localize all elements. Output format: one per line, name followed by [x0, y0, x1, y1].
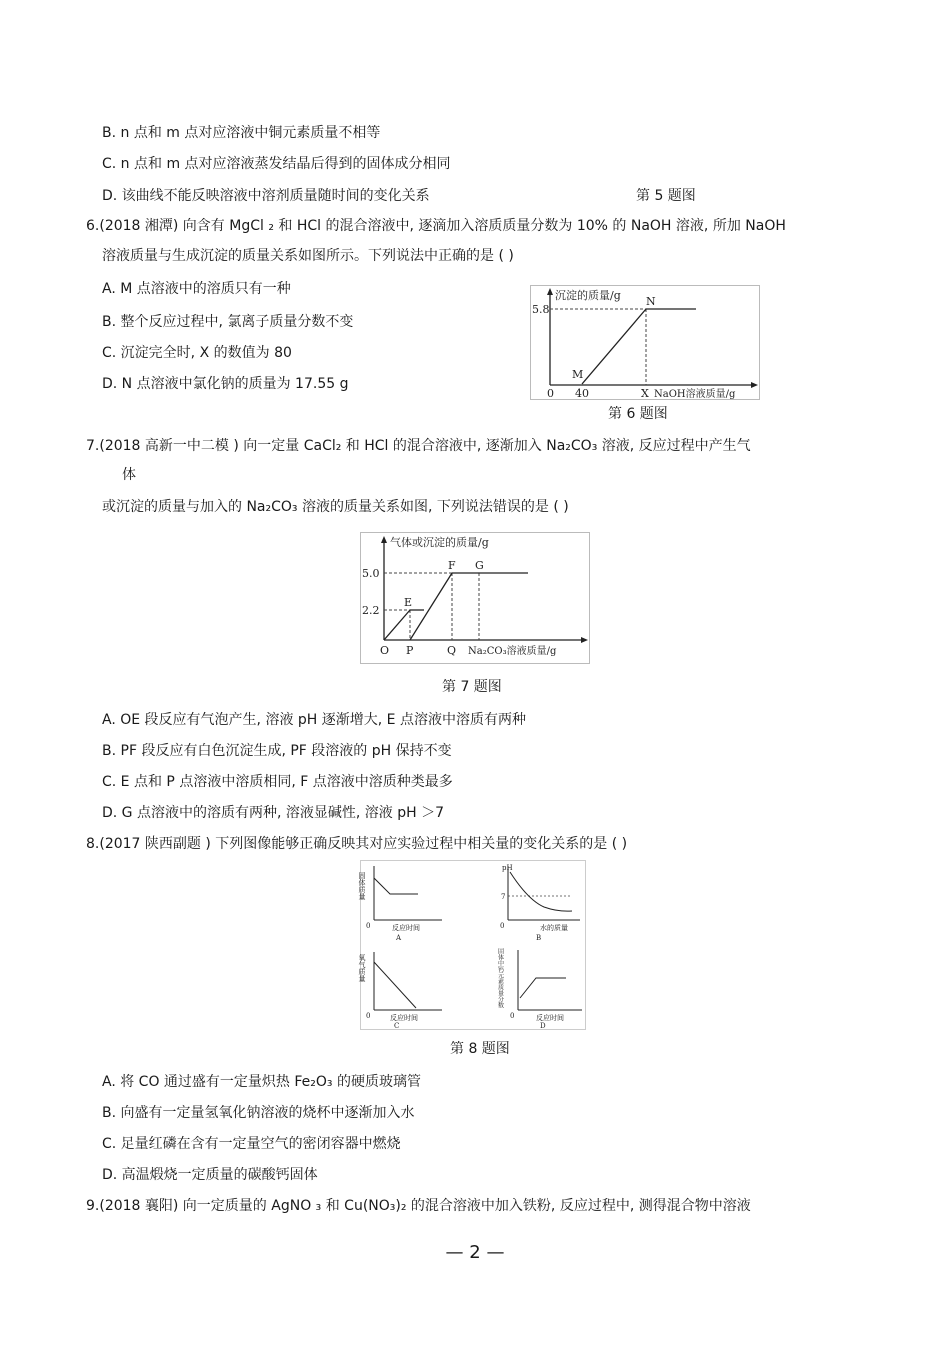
q6-x-tick-x: X [641, 387, 649, 400]
q8-panel-c-xlabel: 反应时间 [390, 1014, 418, 1022]
q8-panel-a-curve [374, 878, 418, 894]
q8-panel-c-tag: C [394, 1022, 400, 1030]
q6-figure-caption: 第 6 题图 [608, 406, 668, 422]
q6-x-label: NaOH溶液质量/g [654, 389, 736, 400]
q6-stem-line1: 6.(2018 湘潭) 向含有 MgCl ₂ 和 HCl 的混合溶液中, 逐滴加入溶质质量分数为 10% 的 NaOH 溶液, 所加 NaOH [86, 218, 786, 234]
q6-curve-rise [582, 309, 646, 384]
q5-option-b: B. n 点和 m 点对应溶液中铜元素质量不相等 [102, 125, 381, 141]
q8-panel-b-tag: B [536, 934, 542, 942]
q7-point-f: F [448, 559, 456, 572]
q6-option-c: C. 沉淀完全时, X 的数值为 80 [102, 345, 292, 361]
q7-option-b: B. PF 段反应有白色沉淀生成, PF 段溶液的 pH 保持不变 [102, 743, 452, 759]
q7-x-tick-o: O [380, 644, 390, 657]
q6-stem-line2: 溶液质量与生成沉淀的质量关系如图所示。下列说法中正确的是 ( ) [102, 248, 514, 264]
q8-option-b: B. 向盛有一定量氢氧化钠溶液的烧杯中逐渐加入水 [102, 1105, 415, 1121]
q8-panel-d-xlabel: 反应时间 [536, 1014, 564, 1022]
q7-y-tick-5: 5.0 [362, 567, 380, 580]
q6-chart [530, 285, 760, 400]
q7-figure-caption: 第 7 题图 [442, 679, 502, 695]
q6-y-tick: 5.8 [532, 303, 550, 316]
q8-panel-c-curve [374, 962, 416, 1008]
q8-panel-b-curve [510, 872, 572, 911]
q6-option-a: A. M 点溶液中的溶质只有一种 [102, 281, 291, 297]
q8-option-d: D. 高温煅烧一定质量的碳酸钙固体 [102, 1167, 318, 1183]
q7-curve-precipitate [410, 573, 452, 640]
q7-stem-line2: 体 [122, 467, 136, 483]
q6-option-b: B. 整个反应过程中, 氯离子质量分数不变 [102, 314, 354, 330]
svg-text:7: 7 [501, 893, 506, 901]
q5-option-d: D. 该曲线不能反映溶液中溶剂质量随时间的变化关系 [102, 188, 430, 204]
q6-point-n: N [646, 295, 656, 308]
q8-stem: 8.(2017 陕西副题 ) 下列图像能够正确反映其对应实验过程中相关量的变化关系的是 ( ) [86, 836, 628, 852]
q8-panel-a-xlabel: 反应时间 [392, 924, 420, 932]
q6-y-label: 沉淀的质量/g [555, 289, 621, 302]
q8-panel-b [500, 864, 580, 942]
q8-panel-b-xlabel: 水的质量 [540, 924, 568, 932]
q7-y-label: 气体或沉淀的质量/g [390, 536, 489, 549]
svg-text:0: 0 [366, 922, 371, 930]
q5-option-c: C. n 点和 m 点对应溶液蒸发结晶后得到的固体成分相同 [102, 156, 451, 172]
q7-chart [360, 532, 590, 664]
q7-point-e: E [404, 596, 413, 609]
q8-panel-d-tag: D [540, 1022, 546, 1030]
q7-option-c: C. E 点和 P 点溶液中溶质相同, F 点溶液中溶质种类最多 [102, 774, 453, 790]
q8-figure-caption: 第 8 题图 [450, 1041, 510, 1057]
q8-panel-b-ylabel: pH [502, 864, 513, 872]
page-number: — 2 — [445, 1242, 505, 1263]
q7-y-tick-2: 2.2 [362, 604, 380, 617]
q7-point-g: G [475, 559, 484, 572]
q7-curve-gas [384, 610, 410, 640]
q7-x-tick-p: P [406, 644, 414, 657]
q6-option-d: D. N 点溶液中氯化钠的质量为 17.55 g [102, 376, 349, 392]
q8-option-c: C. 足量红磷在含有一定量空气的密闭容器中燃烧 [102, 1136, 401, 1152]
q8-panel-d [497, 947, 583, 1030]
q8-panel-a-ylabel: 固体质量 [358, 872, 366, 900]
q7-option-d: D. G 点溶液中的溶质有两种, 溶液显碱性, 溶液 pH ＞7 [102, 805, 445, 821]
q8-panel-a [358, 866, 442, 942]
q6-x-tick-0: 0 [547, 387, 554, 400]
q9-stem: 9.(2018 襄阳) 向一定质量的 AgNO ₃ 和 Cu(NO₃)₂ 的混合溶液中加入铁粉, 反应过程中, 测得混合物中溶液 [86, 1198, 751, 1214]
q6-x-tick-40: 40 [575, 387, 589, 400]
q7-option-a: A. OE 段反应有气泡产生, 溶液 pH 逐渐增大, E 点溶液中溶质有两种 [102, 712, 526, 728]
q5-figure-caption: 第 5 题图 [636, 188, 696, 204]
q7-stem-line1: 7.(2018 高新一中二模 ) 向一定量 CaCl₂ 和 HCl 的混合溶液中, 逐渐加入 Na₂CO₃ 溶液, 反应过程中产生气 [86, 438, 751, 454]
q6-point-m: M [572, 368, 584, 381]
q8-panel-d-curve [520, 978, 566, 998]
q8-panel-c [358, 952, 442, 1030]
svg-text:0: 0 [510, 1012, 515, 1020]
q8-panel-d-ylabel: 固体中钙元素质量分数 [496, 948, 504, 1008]
q8-figure [360, 860, 586, 1030]
svg-text:0: 0 [500, 922, 505, 930]
q8-panel-a-tag: A [396, 934, 402, 942]
q8-panel-c-ylabel: 氧气质量 [358, 954, 366, 982]
q7-stem-line3: 或沉淀的质量与加入的 Na₂CO₃ 溶液的质量关系如图, 下列说法错误的是 ( ) [102, 499, 569, 515]
q8-option-a: A. 将 CO 通过盛有一定量炽热 Fe₂O₃ 的硬质玻璃管 [102, 1074, 421, 1090]
svg-text:0: 0 [366, 1012, 371, 1020]
q7-x-label: Na₂CO₃溶液质量/g [468, 646, 557, 657]
q7-x-tick-q: Q [447, 644, 457, 657]
